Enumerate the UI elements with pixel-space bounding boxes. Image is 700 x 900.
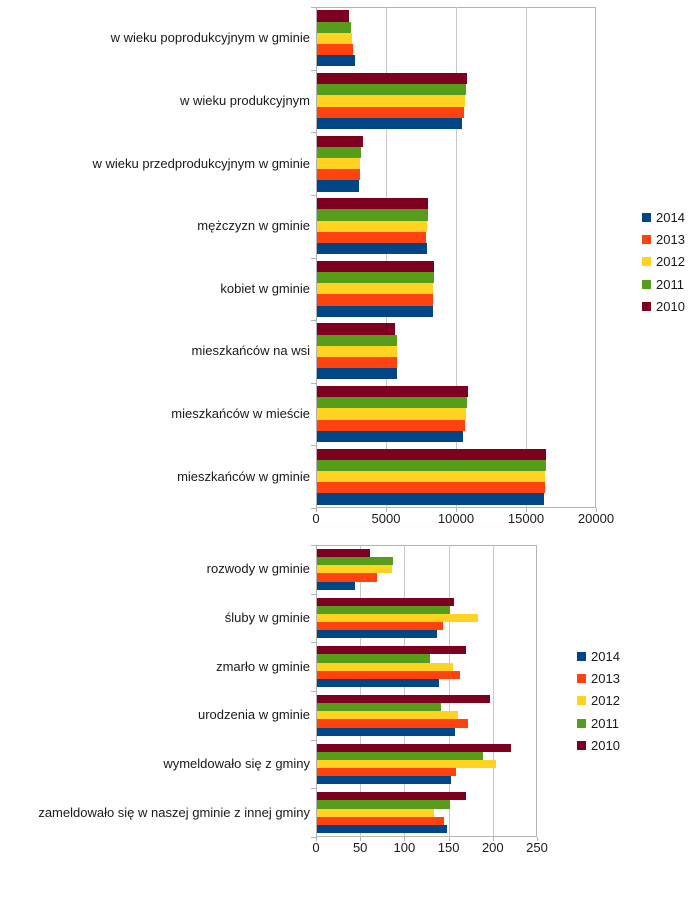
bar-2013 [317,768,456,776]
legend-color-swatch [577,719,586,728]
bar-2012 [317,565,392,573]
legend-color-swatch [577,674,586,683]
x-axis-tick-label: 0 [312,840,320,855]
bar-2012 [317,346,397,357]
category-label: w wieku przedprodukcyjnym w gminie [92,155,310,171]
bar-2010 [317,598,454,606]
legend-color-swatch [577,652,586,661]
bar-2010 [317,744,511,752]
legend-color-swatch [642,302,651,311]
category-label: mieszkańców w gminie [177,468,310,484]
category-label: mieszkańców na wsi [191,343,310,359]
category-tick [311,545,316,546]
bar-2012 [317,614,478,622]
category-label: zameldowało się w naszej gminie z innej gminy [38,804,310,820]
bar-2012 [317,283,433,294]
bar-2013 [317,719,468,727]
x-axis-tick-label: 5000 [371,511,401,526]
category-tick [311,320,316,321]
bar-2010 [317,449,546,460]
category-label: mieszkańców w mieście [171,406,310,422]
bar-2013 [317,44,353,55]
bar-2011 [317,654,430,662]
x-axis-tick-label: 0 [312,511,320,526]
bar-2011 [317,84,466,95]
legend-label: 2014 [656,209,685,225]
bar-2010 [317,386,468,397]
bar-2011 [317,22,351,33]
legend-item [577,667,620,689]
bar-2010 [317,261,434,272]
category-label: w wieku poprodukcyjnym w gminie [110,30,310,46]
bar-2011 [317,703,441,711]
bar-2012 [317,711,458,719]
bar-2014 [317,582,355,590]
bar-2014 [317,493,544,504]
bar-2012 [317,33,352,44]
legend-color-swatch [642,235,651,244]
legend-color-swatch [642,280,651,289]
bar-2014 [317,431,463,442]
legend-color-swatch [577,741,586,750]
bar-2014 [317,728,455,736]
category-label: zmarło w gminie [216,658,310,674]
bar-2013 [317,294,433,305]
x-axis-tick-label: 20000 [577,511,615,526]
bar-2012 [317,158,360,169]
bar-2011 [317,752,483,760]
category-tick [311,594,316,595]
bar-2012 [317,95,465,106]
bar-2011 [317,606,450,614]
category-tick [311,642,316,643]
legend-label: 2010 [656,298,685,314]
bar-2014 [317,679,439,687]
category-label: wymeldowało się z gminy [163,756,310,771]
bar-2010 [317,10,349,21]
legend-item [642,206,685,228]
bar-2013 [317,232,426,243]
bar-2010 [317,198,428,209]
bar-2014 [317,776,451,784]
bar-2011 [317,209,428,220]
legend-color-swatch [577,696,586,705]
bar-2012 [317,809,434,817]
legend-item [577,712,619,734]
legend-item [642,251,685,273]
gridline [493,545,494,837]
bar-2010 [317,792,466,800]
legend-item [642,273,684,295]
bar-2010 [317,646,466,654]
bar-2013 [317,357,397,368]
legend-color-swatch [642,213,651,222]
bar-2010 [317,136,363,147]
x-axis-tick-label: 10000 [437,511,475,526]
x-axis-tick-label: 100 [393,840,416,855]
category-tick [311,691,316,692]
legend-item [642,295,685,317]
category-label: rozwody w gminie [206,561,310,577]
category-tick [311,7,316,8]
legend-item [577,734,620,756]
bar-2011 [317,397,467,408]
bar-2013 [317,671,460,679]
bar-2014 [317,55,355,66]
bar-2011 [317,272,434,283]
x-axis-tick-label: 15000 [507,511,545,526]
bar-2010 [317,73,467,84]
bar-2013 [317,573,377,581]
legend-label: 2011 [591,715,619,731]
bar-2013 [317,482,545,493]
bar-2011 [317,335,397,346]
bar-2010 [317,695,490,703]
legend-label: 2011 [656,276,684,292]
bar-2013 [317,622,443,630]
legend-label: 2010 [591,737,620,753]
bar-2010 [317,549,370,557]
category-label: urodzenia w gminie [197,707,310,723]
bar-2012 [317,408,466,419]
legend-item [642,228,685,250]
category-tick [311,445,316,446]
category-tick [311,383,316,384]
legend-label: 2012 [591,693,620,709]
legend-item [577,645,620,667]
legend-label: 2014 [591,648,620,664]
bar-2013 [317,420,465,431]
bar-2014 [317,368,397,379]
bar-2014 [317,180,359,191]
bar-2011 [317,460,546,471]
category-label: mężczyzn w gminie [197,218,310,234]
bar-2013 [317,169,360,180]
legend-label: 2013 [591,670,620,686]
bar-2014 [317,243,427,254]
x-axis-tick-label: 150 [437,840,460,855]
bar-2014 [317,118,462,129]
bar-2012 [317,471,545,482]
bar-2011 [317,147,361,158]
legend-label: 2012 [656,254,685,270]
category-tick [311,740,316,741]
category-tick [311,258,316,259]
bar-2012 [317,760,496,768]
legend-color-swatch [642,257,651,266]
bar-2012 [317,663,453,671]
category-label: kobiet w gminie [220,280,310,296]
bar-2012 [317,221,427,232]
category-tick [311,132,316,133]
bar-2011 [317,557,393,565]
category-label: śluby w gminie [224,610,310,625]
bar-2014 [317,306,433,317]
bar-2013 [317,817,444,825]
x-axis-tick-label: 50 [352,840,368,855]
bar-2011 [317,800,450,808]
bar-2010 [317,323,395,334]
bar-2013 [317,107,464,118]
x-axis-tick-label: 200 [481,840,504,855]
category-tick [311,788,316,789]
bar-2014 [317,630,437,638]
category-tick [311,195,316,196]
gridline [526,7,527,508]
x-axis-tick-label: 250 [526,840,548,855]
legend-label: 2013 [656,231,685,247]
bar-2014 [317,825,447,833]
category-tick [311,70,316,71]
category-label: w wieku produkcyjnym [179,92,310,108]
legend-item [577,690,620,712]
